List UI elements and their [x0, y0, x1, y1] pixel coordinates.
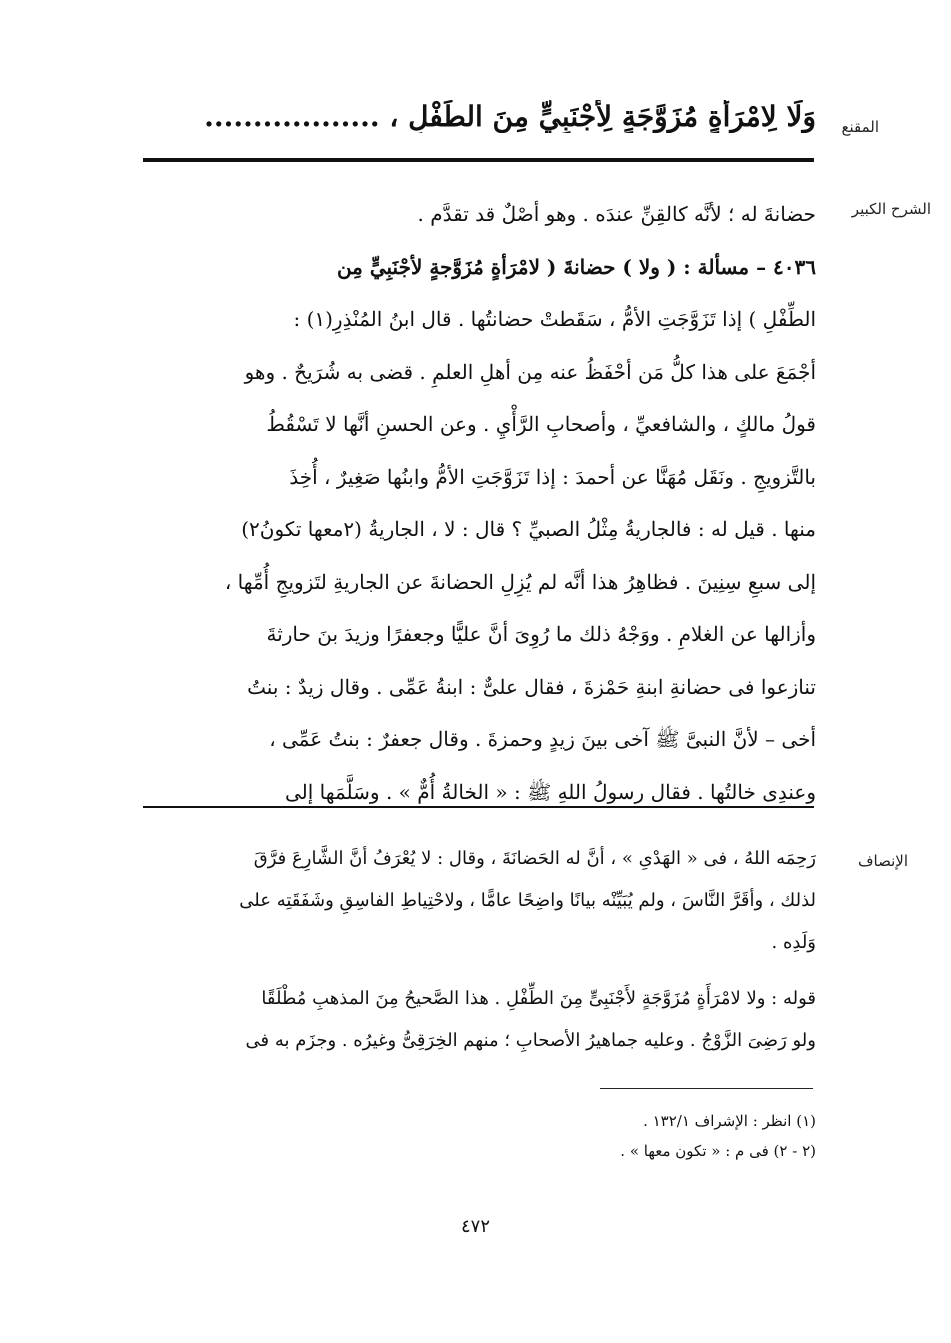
footnotes	[136, 1106, 816, 1166]
main-line: وعندِى خالتُها . فقال رسولُ اللهِ ﷺ : « الخالةُ أُمٌّ » . وسَلَّمَها إلى	[285, 779, 816, 804]
insaf-line: لذلك ، وأقَرَّ النَّاسَ ، ولم يُبَيِّنْه بيانًا واضِحًا عامًّا ، ولاحْتِياطِ الفاسِقِ وشَفَقَتِه على	[239, 890, 816, 911]
insaf-line: وَلَدِه .	[771, 932, 816, 953]
insaf-commentary	[136, 838, 816, 1062]
header-matn-text: وَلَا لِامْرَأَةٍ مُزَوَّجَةٍ لِأَجْنَبِيٍّ مِنَ الطِّفْلِ ، ..................	[204, 100, 816, 133]
section-divider	[143, 806, 814, 808]
header-source-label: المقنع	[841, 118, 879, 136]
main-line: قولُ مالكٍ ، والشافعيِّ ، وأصحابِ الرَّأْيِ . وعن الحسنِ أنَّها لا تَسْقُطُ	[266, 412, 816, 436]
main-commentary	[136, 188, 816, 818]
insaf-line: رَحِمَه اللهُ ، فى « الهَدْىِ » ، أنَّ له الحَضانَةَ ، وقال : لا يُعْرَفُ أنَّ الشَّارِعَ فرَّقَ	[253, 848, 816, 869]
insaf-source-label: الإنصاف	[857, 852, 908, 870]
header-divider	[143, 158, 814, 162]
footnote: (٢ - ٢) فى م : « تكون معها » .	[620, 1142, 816, 1160]
main-line: منها . قيل له : فالجاريةُ مِثْلُ الصبيِّ ؟ قال : لا ، الجاريةُ (٢معها تكونُ٢)	[241, 517, 816, 541]
page-number: ٤٧٢	[460, 1216, 490, 1237]
footnote-divider	[600, 1088, 813, 1089]
main-line: أخى – لأنَّ النبىَّ ﷺ آخى بينَ زيدٍ وحمزةَ . وقال جعفرٌ : بنتُ عَمِّى ،	[269, 727, 816, 751]
insaf-line: ولو رَضِىَ الزَّوْجُ . وعليه جماهيرُ الأصحابِ ؛ منهم الخِرَقِىُّ وغيرُه . وجزَم به فى	[245, 1030, 816, 1051]
main-line: بالتَّزويجِ . ونَقَل مُهَنَّا عن أحمدَ : إذا تَزَوَّجَتِ الأمُّ وابنُها صَغِيرٌ ، أُخِذَ	[289, 464, 816, 489]
main-source-label: الشرح الكبير	[851, 200, 931, 218]
footnote: (١) انظر : الإشراف ١٣٢/١ .	[643, 1112, 816, 1130]
paragraph-gap	[136, 964, 816, 978]
main-line: وأزالها عن الغلامِ . ووَجْهُ ذلك ما رُوِىَ أنَّ عليًّا وجعفرًا وزيدَ بنَ حارثةَ	[266, 622, 816, 646]
insaf-line: قوله : ولا لامْرَأَةٍ مُزَوَّجَةٍ لأَجْنَبِىٍّ مِنَ الطِّفْلِ . هذا الصَّحيحُ مِنَ المذهبِ مُطْلَقًا	[261, 988, 816, 1009]
main-line: الطِّفْلِ ) إذا تَزَوَّجَتِ الأمُّ ، سَقَطتْ حضانتُها . قال ابنُ المُنْذِرِ(١) :	[293, 307, 816, 331]
main-line: إلى سبعِ سِنِينَ . فظاهِرُ هذا أنَّه لم يُزِلِ الحضانةَ عن الجاريةِ لتَزويجِ أُمِّها ،	[224, 569, 816, 594]
main-line: أجْمَعَ على هذا كلُّ مَن أحْفَظُ عنه مِن أهلِ العلمِ . قضى به شُرَيحٌ . وهو	[244, 359, 816, 384]
main-line: حضانةَ له ؛ لأنَّه كالقِنِّ عندَه . وهو أصْلٌ قد تقدَّم .	[417, 202, 816, 226]
main-line: ٤٠٣٦ – مسألة : ( ولا ) حضانةَ ( لامْرَأةٍ مُزَوَّجةٍ لأجْنَبِيٍّ مِن	[336, 254, 816, 279]
main-line: تنازعوا فى حضانةِ ابنةِ حَمْزةَ ، فقال علىٌّ : ابنةُ عَمِّى . وقال زيدٌ : بنتُ	[247, 674, 816, 699]
